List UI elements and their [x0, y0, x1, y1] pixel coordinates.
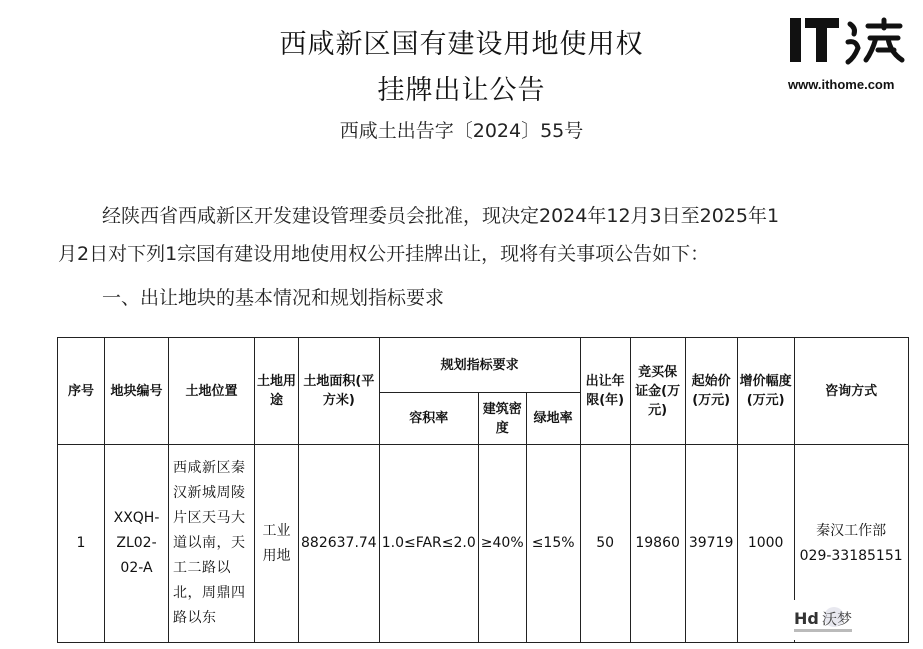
hdwoomeng-logo	[786, 600, 866, 640]
header-deposit: 竞买保证金(万元)	[630, 338, 685, 445]
land-parcel-table	[57, 337, 909, 643]
ithome-url: www.ithome.com	[788, 77, 895, 92]
cell-deposit: 19860	[630, 445, 685, 643]
cell-green: ≤15%	[526, 445, 580, 643]
paragraph-1-line-1: 经陕西省西咸新区开发建设管理委员会批准，现决定2024年12月3日至2025年1	[102, 205, 780, 227]
cell-code: XXQH-ZL02-02-A	[105, 445, 169, 643]
header-green: 绿地率	[526, 393, 580, 445]
cell-use: 工业用地	[255, 445, 299, 643]
ithome-logo	[788, 12, 913, 92]
cell-location: 西咸新区秦汉新城周陵片区天马大道以南，天工二路以北，周鼎四路以东	[169, 445, 255, 643]
cell-start-price: 39719	[685, 445, 737, 643]
header-seq: 序号	[58, 338, 105, 445]
table-row	[58, 445, 909, 643]
hdwoomeng-logo-icon	[786, 600, 866, 640]
header-contact: 咨询方式	[794, 338, 908, 445]
header-code: 地块编号	[105, 338, 169, 445]
paragraph-1-line-2: 月2日对下列1宗国有建设用地使用权公开挂牌出让，现将有关事项公告如下：	[58, 243, 710, 265]
header-area: 土地面积(平方米)	[299, 338, 380, 445]
cell-increment: 1000	[737, 445, 794, 643]
contact-name: 秦汉工作部	[816, 522, 887, 539]
svg-text:沃梦: 沃梦	[822, 610, 853, 628]
table-header-row	[58, 338, 909, 393]
cell-density: ≥40%	[478, 445, 526, 643]
ithome-logo-icon	[788, 12, 913, 72]
cell-far: 1.0≤FAR≤2.0	[379, 445, 478, 643]
title-line-2: 挂牌出让公告	[377, 75, 546, 106]
title-line-1: 西咸新区国有建设用地使用权	[279, 29, 644, 60]
cell-seq: 1	[58, 445, 105, 643]
header-years: 出让年限(年)	[580, 338, 630, 445]
header-far: 容积率	[379, 393, 478, 445]
contact-phone: 029-33185151	[799, 547, 903, 564]
header-start-price: 起始价(万元)	[685, 338, 737, 445]
cell-area: 882637.74	[299, 445, 380, 643]
cell-years: 50	[580, 445, 630, 643]
header-increment: 增价幅度(万元)	[737, 338, 794, 445]
document-number: 西咸土出告字〔2024〕55号	[339, 120, 584, 142]
header-planning: 规划指标要求	[379, 338, 580, 393]
section-heading-1: 一、出让地块的基本情况和规划指标要求	[102, 287, 445, 309]
header-location: 土地位置	[169, 338, 255, 445]
header-density: 建筑密度	[478, 393, 526, 445]
header-use: 土地用途	[255, 338, 299, 445]
svg-text:Hd: Hd	[794, 609, 819, 628]
